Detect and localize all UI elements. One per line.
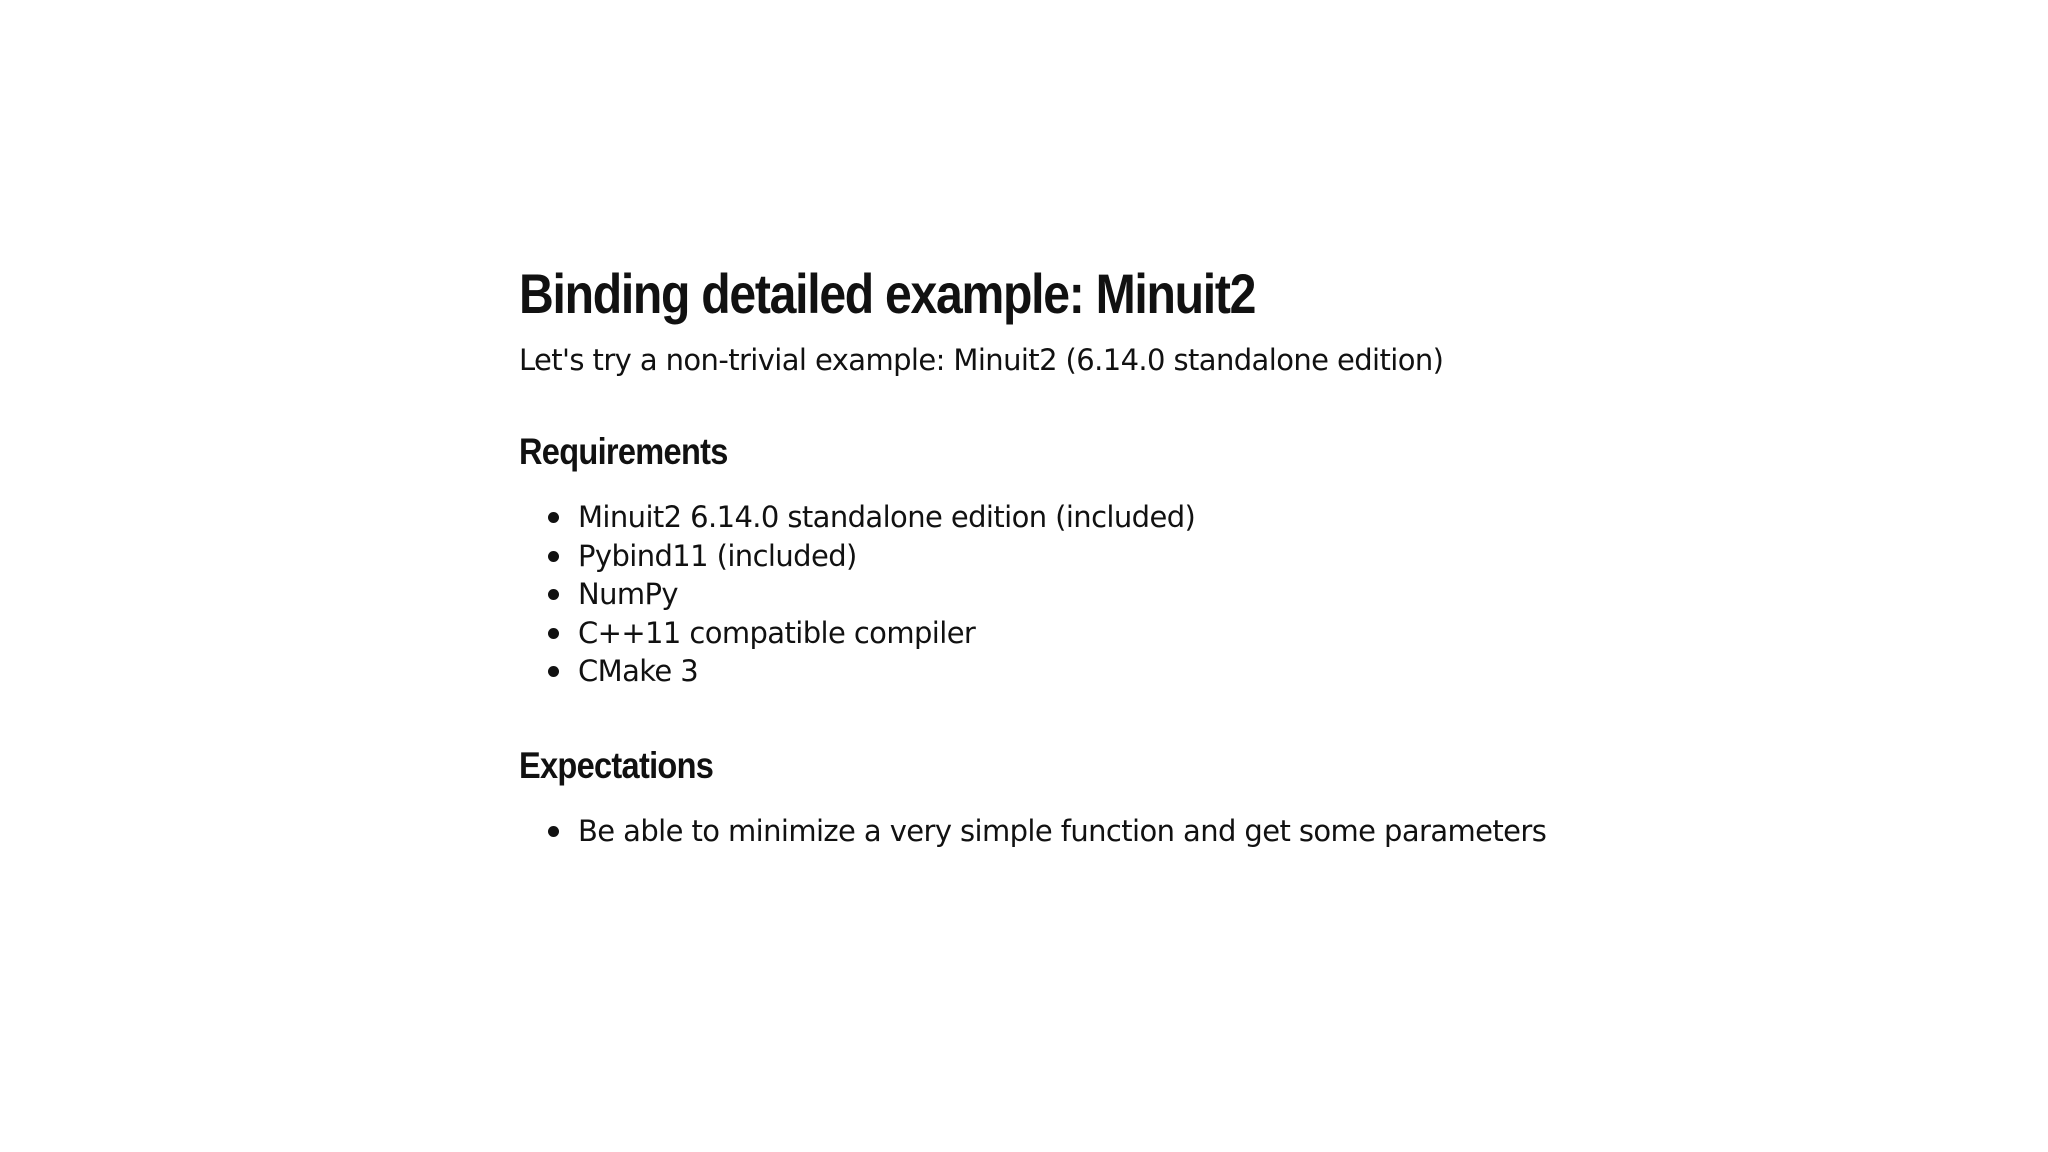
bullet-icon bbox=[548, 589, 559, 600]
list-item-text: C++11 compatible compiler bbox=[578, 615, 976, 650]
list-item bbox=[519, 652, 1719, 691]
requirements-section bbox=[519, 430, 1719, 691]
bullet-icon bbox=[548, 551, 559, 562]
list-item bbox=[519, 537, 1719, 576]
list-item bbox=[519, 575, 1719, 614]
list-item-text: NumPy bbox=[578, 577, 678, 611]
slide-title: Binding detailed example: Minuit2 bbox=[519, 262, 1256, 325]
bullet-icon bbox=[548, 666, 559, 677]
intro-text: Let's try a non-trivial example: Minuit2 (6.14.0 standalone edition) bbox=[519, 343, 1444, 377]
list-item-text: CMake 3 bbox=[578, 654, 699, 688]
expectations-heading: Expectations bbox=[519, 744, 714, 786]
list-item-text: Pybind11 (included) bbox=[578, 538, 857, 573]
bullet-icon bbox=[548, 512, 559, 523]
bullet-icon bbox=[548, 826, 559, 837]
bullet-icon bbox=[548, 628, 559, 639]
list-item-text: Be able to minimize a very simple function and get some parameters bbox=[578, 813, 1547, 848]
slide-content bbox=[519, 262, 1719, 850]
expectations-section bbox=[519, 744, 1719, 851]
list-item-text: Minuit2 6.14.0 standalone edition (included) bbox=[578, 500, 1196, 534]
requirements-heading: Requirements bbox=[519, 431, 728, 472]
list-item bbox=[519, 498, 1719, 537]
list-item bbox=[519, 812, 1719, 851]
list-item bbox=[519, 614, 1719, 653]
requirements-list bbox=[519, 498, 1719, 691]
expectations-list bbox=[519, 812, 1719, 851]
